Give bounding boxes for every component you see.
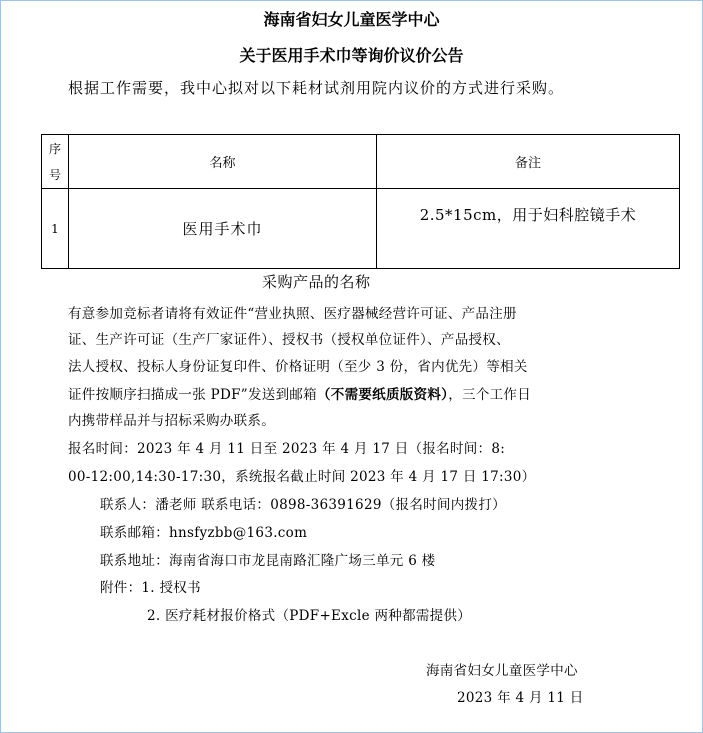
header-note: 备注 xyxy=(377,135,680,189)
contact-address: 联系地址：海南省海口市龙昆南路汇隆广场三单元 6 楼 xyxy=(100,553,436,569)
signature-date: 2023 年 4 月 11 日 xyxy=(457,690,584,706)
para-line-4a: 证件按顺序扫描成一张 PDF”发送到邮箱 xyxy=(68,387,317,403)
para-line-4b: ，三个工作日 xyxy=(448,387,532,403)
row-note: 2.5*15cm，用于妇科腔镜手术 xyxy=(377,189,680,269)
row-name: 医用手术巾 xyxy=(69,189,377,269)
header-no xyxy=(42,135,69,189)
para-line-5: 内携带样品并与招标采购办联系。 xyxy=(68,413,275,429)
signup-time-line-1: 报名时间：2023 年 4 月 11 日至 2023 年 4 月 17 日（报名时间：8: xyxy=(68,441,506,457)
header-no-line2: 号 xyxy=(48,167,61,182)
signature-org: 海南省妇女儿童医学中心 xyxy=(426,663,578,679)
intro-text: 根据工作需要，我中心拟对以下耗材试剂用院内议价的方式进行采购。 xyxy=(68,79,565,97)
header-no-line1: 序 xyxy=(48,141,61,156)
attachment-1: 附件：1. 授权书 xyxy=(100,580,201,596)
signup-time-line-2: 00-12:00,14:30-17:30，系统报名截止时间 2023 年 4 月 17 日 17:30） xyxy=(68,469,536,485)
notice-title: 关于医用手术巾等询价议价公告 xyxy=(239,46,464,65)
table-caption: 采购产品的名称 xyxy=(262,273,371,291)
paper-not-required-note: （不需要纸质版资料） xyxy=(316,387,449,403)
contact-person: 联系人：潘老师 联系电话：0898-36391629（报名时间内拨打） xyxy=(100,497,506,513)
contact-email: 联系邮箱：hnsfyzbb@163.com xyxy=(100,525,308,541)
table-row xyxy=(42,189,680,269)
para-line-1: 有意参加竞标者请将有效证件“营业执照、医疗器械经营许可证、产品注册 xyxy=(68,306,517,322)
para-line-4 xyxy=(68,383,531,403)
attachment-2: 2. 医疗耗材报价格式（PDF+Excle 两种都需提供） xyxy=(147,608,472,624)
para-line-2: 证、生产许可证（生产厂家证件）、授权书（授权单位证件）、产品授权、 xyxy=(68,332,510,348)
org-title: 海南省妇女儿童医学中心 xyxy=(263,10,440,29)
procurement-table xyxy=(41,134,680,269)
para-line-3: 法人授权、投标人身份证复印件、价格证明（至少 3 份，省内优先）等相关 xyxy=(68,359,528,375)
row-no: 1 xyxy=(42,189,69,269)
header-name: 名称 xyxy=(69,135,377,189)
table-header-row xyxy=(42,135,680,189)
